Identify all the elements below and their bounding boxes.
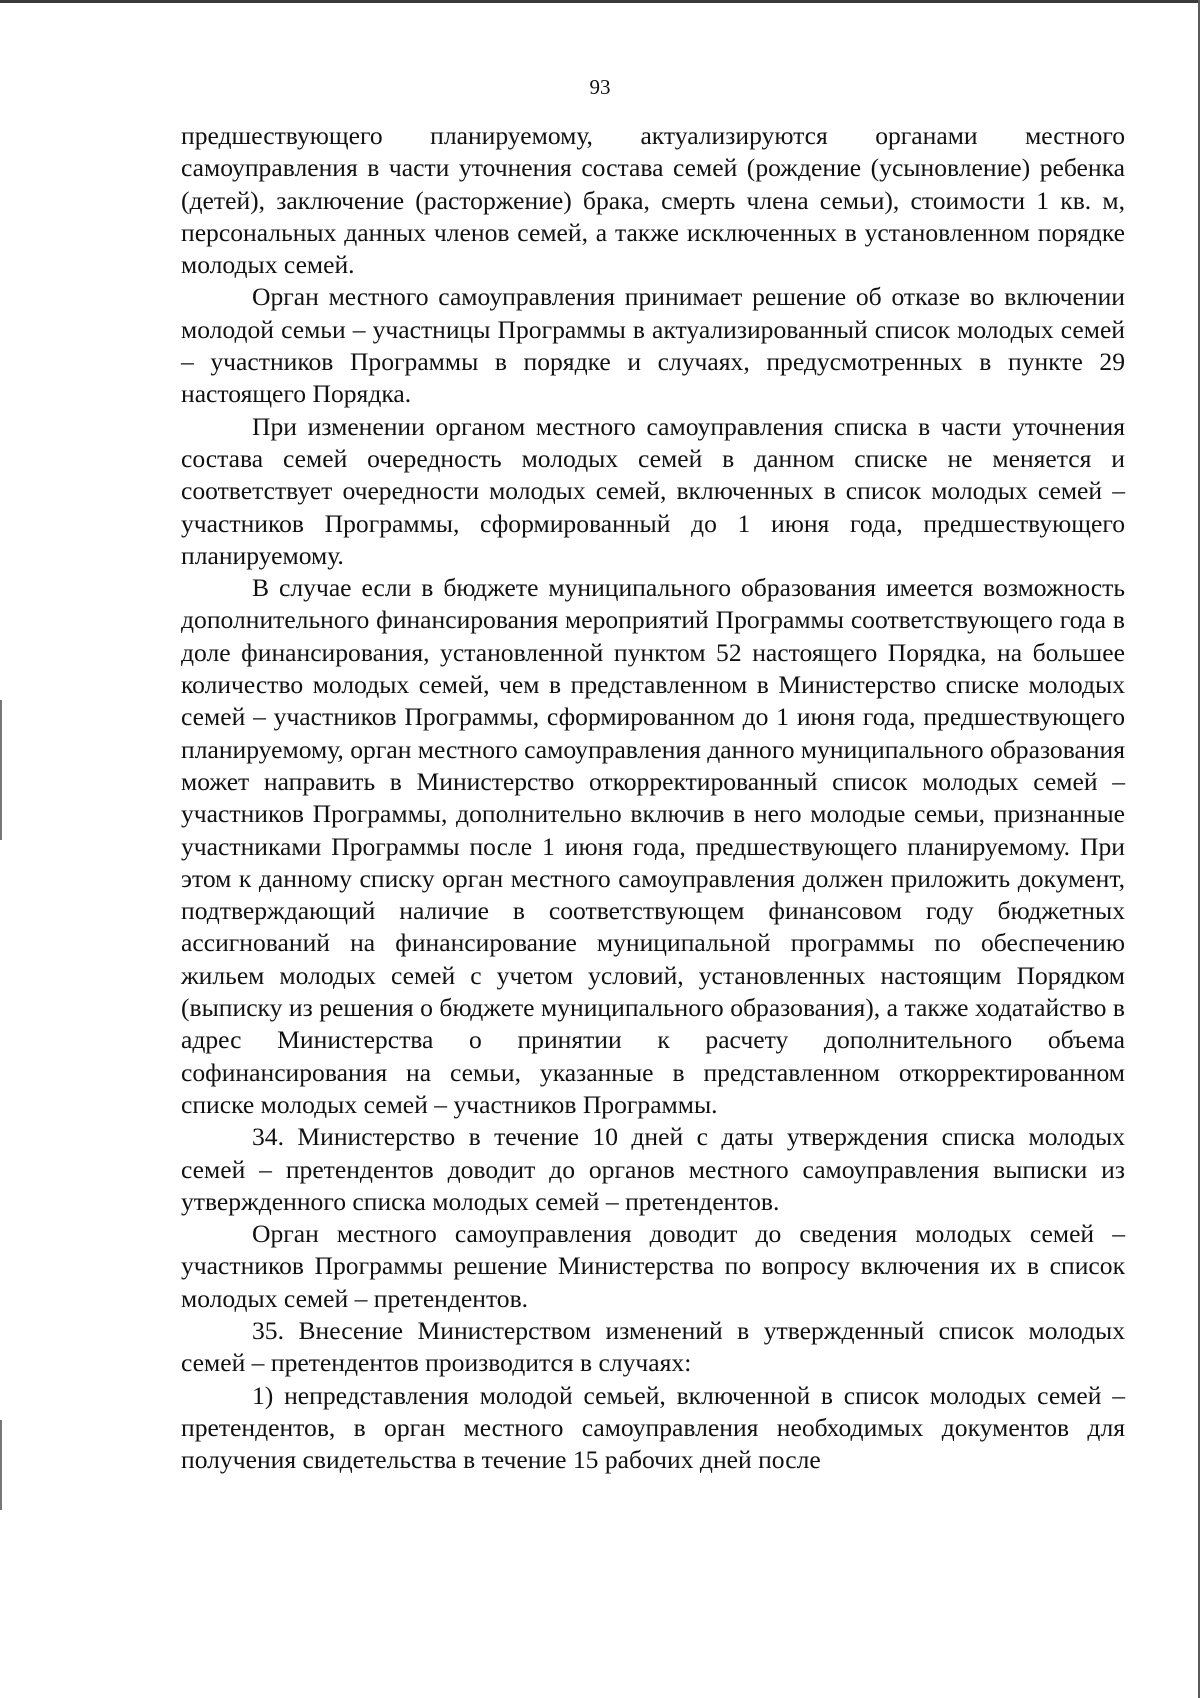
scan-border-top xyxy=(0,0,1200,3)
paragraph: При изменении органом местного самоуправления списка в части уточнения состава семей очередность молодых семей в данном списке не меняется и соответствует очередности молодых семей, включенных в список молодых семей – участников Программы, сформированный до 1 июня года, предшествующего планируемому. xyxy=(181,411,1125,570)
paragraph: 1) непредставления молодой семьей, включенной в список молодых семей – претендентов, в орган местного самоуправления необходимых документов для получения свидетельства в течение 15 рабочих дней после xyxy=(181,1380,1125,1475)
paragraph: 34. Министерство в течение 10 дней с даты утверждения списка молодых семей – претендентов доводит до органов местного самоуправления выписки из утвержденного списка молодых семей – претендентов. xyxy=(181,1122,1125,1216)
body-text xyxy=(181,120,1125,1476)
scan-mark-left xyxy=(0,1420,2,1510)
paragraph: 35. Внесение Министерством изменений в утвержденный список молодых семей – претендентов производится в случаях: xyxy=(181,1315,1125,1378)
paragraph: предшествующего планируемому, актуализируются органами местного самоуправления в части уточнения состава семей (рождение (усыновление) ребенка (детей), заключение (расторжение) брака, смерть члена семьи), стоимости 1 кв. м, персональных данных членов семей, а также исключенных в установленном порядке молодых семей. xyxy=(181,121,1125,280)
paragraph: Орган местного самоуправления доводит до сведения молодых семей – участников Программы решение Министерства по вопросу включения их в список молодых семей – претендентов. xyxy=(181,1219,1125,1313)
paragraph: Орган местного самоуправления принимает решение об отказе во включении молодой семьи – участницы Программы в актуализированный список молодых семей – участников Программы в порядке и случаях, предусмотренных в пункте 29 настоящего Порядка. xyxy=(181,282,1125,409)
page-number: 93 xyxy=(589,75,611,99)
paragraph: В случае если в бюджете муниципального образования имеется возможность дополнительного финансирования мероприятий Программы соответствующего года в доле финансирования, установленной пунктом 52 настоящего Порядка, на большее количество молодых семей, чем в представленном в Министерство списке молодых семей – участников Программы, сформированном до 1 июня года, предшествующего планируемому, орган местного самоуправления данного муниципального образования может направить в Министерство откорректированный список молодых семей – участников Программы, дополнительно включив в него молодые семьи, признанные участниками Программы после 1 июня года, предшествующего планируемому. При этом к данному списку орган местного самоуправления должен приложить документ, подтверждающий наличие в соответствующем финансовом году бюджетных ассигнований на финансирование муниципальной программы по обеспечению жильем молодых семей с учетом условий, установленных настоящим Порядком (выписку из решения о бюджете муниципального образования), а также ходатайство в адрес Министерства о принятии к расчету дополнительного объема софинансирования на семьи, указанные в представленном откорректированном списке молодых семей – участников Программы. xyxy=(181,573,1125,1119)
scan-mark-left xyxy=(0,700,2,840)
